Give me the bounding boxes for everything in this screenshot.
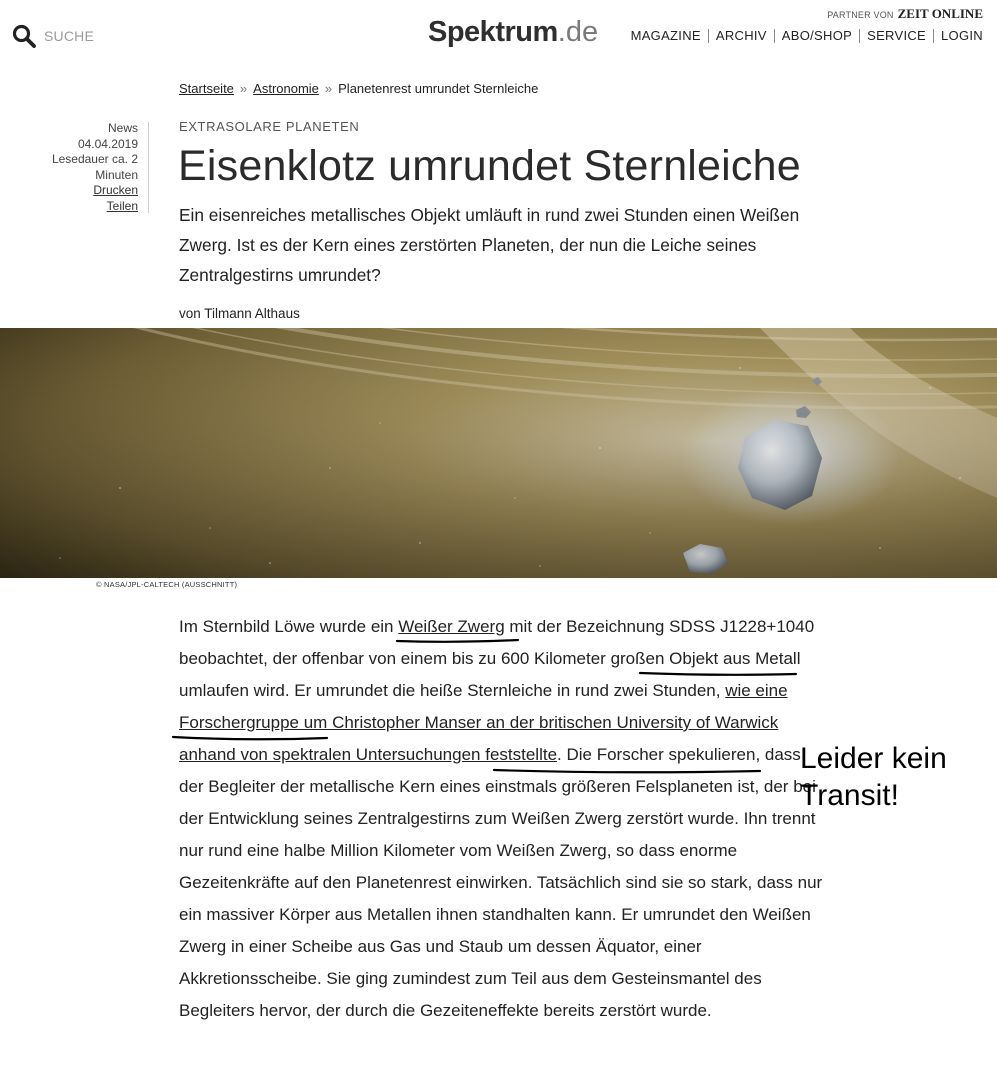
body-text-1: Im Sternbild Löwe wurde ein	[179, 617, 399, 636]
breadcrumb	[179, 81, 538, 96]
share-link[interactable]: Teilen	[106, 198, 138, 213]
main-nav	[631, 28, 983, 43]
print-link[interactable]: Drucken	[93, 183, 138, 197]
nav-abo-shop[interactable]: ABO/SHOP	[781, 28, 853, 43]
logo-tld: .de	[557, 16, 599, 48]
search-control[interactable]	[12, 24, 94, 48]
nav-divider	[859, 29, 860, 43]
breadcrumb-home[interactable]: Startseite	[179, 81, 234, 96]
hero-image	[0, 328, 997, 578]
partner-link[interactable]	[827, 6, 983, 22]
article-byline: von Tilmann Althaus	[179, 306, 300, 321]
partner-brand: ZEIT ONLINE	[897, 6, 983, 21]
breadcrumb-current: Planetenrest umrundet Sternleiche	[338, 81, 539, 96]
nav-divider	[933, 29, 934, 43]
article-kicker: EXTRASOLARE PLANETEN	[179, 119, 360, 134]
meta-divider	[148, 122, 149, 213]
logo-brand: Spektrum	[428, 16, 558, 48]
partner-label: PARTNER VON	[827, 10, 894, 20]
image-credit: © NASA/JPL-CALTECH (AUSSCHNITT)	[96, 580, 238, 589]
nav-divider	[774, 29, 775, 43]
nav-archiv[interactable]: ARCHIV	[715, 28, 767, 43]
body-text-3: . Die Forscher spekulieren, dass der Begleiter der metallische Kern eines einstmals größeren Felsplaneten ist, der bei der Entwicklung seines Zentralgestirns zum Weißen Zwerg zerstört wurde. Ihn trennt nur rund eine halbe Million Kilometer vom Weißen Zwerg, so dass enorme Gezeitenkräfte auf den Planetenrest einwirken. Tatsächlich sind sie so stark, dass nur ein massiver Körper aus Metallen ihnen standhalten kann. Er umrundet den Weißen Zwerg in einer Scheibe aus Gas und Staub um dessen Äquator, einer Akkretionsscheibe. Sie ging zumindest zum Teil aus dem Gesteinsmantel des Begleiters hervor, der durch die Gezeiteneffekte bereits zerstört wurde.	[179, 745, 823, 1020]
handwritten-note: Leider kein Transit!	[800, 742, 947, 812]
nav-divider	[708, 29, 709, 43]
breadcrumb-separator: »	[239, 81, 248, 96]
nav-magazine[interactable]: MAGAZINE	[630, 28, 701, 43]
article-title: Eisenklotz umrundet Sternleiche	[178, 142, 801, 190]
search-label[interactable]: SUCHE	[44, 28, 95, 44]
body-text-2: mit der Bezeichnung SDSS J1228+1040 beobachtet, der offenbar von einem bis zu 600 Kilometer großen Objekt aus Metall umlaufen wird. Er umrundet die heiße Sternleiche in rund zwei Stunden,	[179, 617, 815, 700]
article-date: 04.04.2019	[77, 136, 138, 151]
article-meta	[40, 121, 138, 214]
article-type: News	[107, 121, 138, 135]
breadcrumb-astronomie[interactable]: Astronomie	[253, 81, 319, 96]
nav-login[interactable]: LOGIN	[941, 28, 983, 43]
nav-service[interactable]: SERVICE	[867, 28, 927, 43]
article-body	[179, 611, 829, 1027]
breadcrumb-separator: »	[324, 81, 333, 96]
site-logo[interactable]	[428, 15, 598, 49]
article-teaser: Ein eisenreiches metallisches Objekt umläuft in rund zwei Stunden einen Weißen Zwerg. Ist es der Kern eines zerstörten Planeten, der nun die Leiche seines Zentralgestirns umrundet?	[179, 205, 800, 285]
reading-time: Lesedauer ca. 2 Minuten	[51, 152, 138, 182]
link-weisser-zwerg[interactable]: Weißer Zwerg	[398, 617, 505, 636]
link-study[interactable]: wie eine Forschergruppe um Christopher Manser an der britischen University of Warwick anhand von spektralen Untersuchungen feststellte	[179, 681, 788, 764]
search-icon[interactable]	[12, 24, 36, 48]
